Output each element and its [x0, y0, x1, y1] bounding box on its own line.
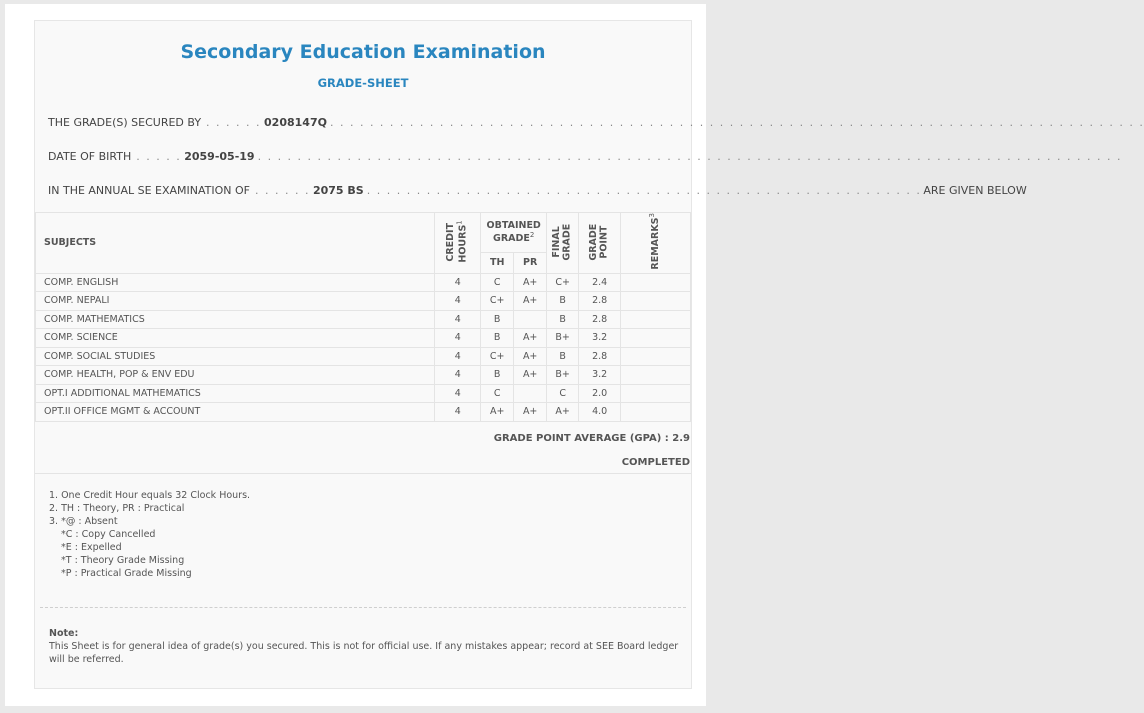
grade-point-cell: 2.8 [579, 292, 621, 311]
remarks-cell [621, 347, 691, 366]
subject-cell: OPT.I ADDITIONAL MATHEMATICS [36, 384, 435, 403]
grade-point-cell: 2.0 [579, 384, 621, 403]
credit-cell: 4 [435, 292, 481, 311]
pr-grade-cell: A+ [514, 329, 547, 348]
pr-header: PR [514, 252, 547, 273]
note-heading: Note: [49, 628, 79, 639]
final-grade-cell: C [547, 384, 579, 403]
remarks-cell [621, 329, 691, 348]
obtained-grade-header: OBTAINED GRADE$^2$ [481, 213, 547, 253]
remarks-cell [621, 292, 691, 311]
page-container [5, 4, 1144, 706]
page-title: Secondary Education Examination [180, 41, 546, 63]
th-grade-cell: B [481, 329, 514, 348]
dot-leader: . . . . . . [201, 116, 262, 129]
th-grade-cell: C+ [481, 292, 514, 311]
subject-cell: COMP. MATHEMATICS [36, 310, 435, 329]
th-header: TH [481, 252, 514, 273]
grade-point-cell: 2.8 [579, 347, 621, 366]
footnote-item: 3. *@ : Absent [49, 516, 118, 527]
remarks-cell [621, 366, 691, 385]
th-grade-cell: C+ [481, 347, 514, 366]
grade-point-cell: 3.2 [579, 366, 621, 385]
table-row [36, 329, 691, 348]
final-grade-cell: C+ [547, 273, 579, 292]
subject-cell: COMP. ENGLISH [36, 273, 435, 292]
credit-cell: 4 [435, 310, 481, 329]
credit-cell: 4 [435, 273, 481, 292]
secured-by-line [48, 116, 1144, 129]
divider [35, 473, 691, 474]
subject-cell: OPT.II OFFICE MGMT & ACCOUNT [36, 403, 435, 422]
th-grade-cell: B [481, 310, 514, 329]
credit-cell: 4 [435, 384, 481, 403]
final-grade-cell: B+ [547, 329, 579, 348]
final-grade-cell: A+ [547, 403, 579, 422]
table-row [36, 273, 691, 292]
credit-hours-header: CREDIT HOURS$^1$ [435, 213, 481, 274]
remarks-cell [621, 403, 691, 422]
page-subtitle: GRADE-SHEET [317, 76, 409, 90]
final-grade-header: FINAL GRADE [547, 213, 579, 274]
exam-tail: ARE GIVEN BELOW [923, 184, 1027, 197]
subject-cell: COMP. SOCIAL STUDIES [36, 347, 435, 366]
remarks-cell [621, 384, 691, 403]
table-row [36, 384, 691, 403]
dob-label: DATE OF BIRTH [48, 150, 132, 163]
footnote-subitem: *P : Practical Grade Missing [61, 568, 192, 579]
pr-grade-cell: A+ [514, 292, 547, 311]
gpa-summary: GRADE POINT AVERAGE (GPA) : 2.9 [493, 433, 690, 444]
table-row [36, 310, 691, 329]
subject-cell: COMP. NEPALI [36, 292, 435, 311]
subject-cell: COMP. HEALTH, POP & ENV EDU [36, 366, 435, 385]
final-grade-cell: B [547, 310, 579, 329]
pr-grade-cell [514, 384, 547, 403]
credit-cell: 4 [435, 366, 481, 385]
table-row [36, 347, 691, 366]
pr-grade-cell: A+ [514, 366, 547, 385]
credit-cell: 4 [435, 347, 481, 366]
grade-sheet [34, 20, 1144, 689]
remarks-cell [621, 310, 691, 329]
credit-cell: 4 [435, 329, 481, 348]
footnotes [49, 489, 250, 580]
dob-value: 2059-05-19 [184, 150, 255, 163]
grade-point-cell: 2.8 [579, 310, 621, 329]
table-row [36, 366, 691, 385]
grade-point-cell: 4.0 [579, 403, 621, 422]
th-grade-cell: A+ [481, 403, 514, 422]
footnote-subitem: *T : Theory Grade Missing [61, 555, 185, 566]
table-row [36, 292, 691, 311]
remarks-header: REMARKS$^3$ [621, 213, 691, 274]
table-row [36, 403, 691, 422]
final-grade-cell: B [547, 347, 579, 366]
dashed-divider [40, 607, 686, 608]
dot-leader: . . . . . . . . . . . . . . . . . . . . . . . . . . . . . . . . . . . . . . . . . . . . . . . . . . . . . . . . [366, 184, 922, 197]
note-body: This Sheet is for general idea of grade(s) you secured. This is not for official use. If any mistakes appear; record at SEE Board ledger will be referred. [49, 641, 679, 665]
pr-grade-cell: A+ [514, 403, 547, 422]
grade-point-cell: 2.4 [579, 273, 621, 292]
dob-line [48, 150, 1122, 163]
symbol-number: 0208147Q [264, 116, 327, 129]
subjects-header: SUBJECTS [36, 213, 435, 274]
footnote-item: 1. One Credit Hour equals 32 Clock Hours. [49, 490, 251, 501]
grade-point-cell: 3.2 [579, 329, 621, 348]
exam-year: 2075 BS [312, 184, 364, 197]
footnote-subitem: *C : Copy Cancelled [61, 529, 156, 540]
dot-leader: . . . . . . . . . . . . . . . . . . . . . . . . . . . . . . . . . . . . . . . . . . . . . . . . . . . . . . . . . . . . . . . . . . . . . . . . . . . . . . . . . . . . . . . [257, 150, 1122, 163]
pr-grade-cell: A+ [514, 347, 547, 366]
footnote-subitem: *E : Expelled [61, 542, 122, 553]
secured-by-label: THE GRADE(S) SECURED BY [48, 116, 202, 129]
th-grade-cell: C [481, 384, 514, 403]
grade-point-header: GRADE POINT [579, 213, 621, 274]
footnote-item: 2. TH : Theory, PR : Practical [49, 503, 185, 514]
dot-leader: . . . . . . . . . . . . . . . . . . . . . . . . . . . . . . . . . . . . . . . . . . . . . . . . . . . . . . . . . . . . . . . . . . . . . . . . . . . . . . . . . . [329, 116, 1144, 129]
remarks-cell [621, 273, 691, 292]
credit-cell: 4 [435, 403, 481, 422]
exam-label: IN THE ANNUAL SE EXAMINATION OF [48, 184, 250, 197]
dot-leader: . . . . . [131, 150, 182, 163]
th-grade-cell: C [481, 273, 514, 292]
th-grade-cell: B [481, 366, 514, 385]
subject-cell: COMP. SCIENCE [36, 329, 435, 348]
final-grade-cell: B [547, 292, 579, 311]
grades-table [35, 212, 691, 422]
pr-grade-cell: A+ [514, 273, 547, 292]
status-completed: COMPLETED [621, 457, 690, 468]
final-grade-cell: B+ [547, 366, 579, 385]
dot-leader: . . . . . . [250, 184, 310, 197]
exam-line [48, 184, 1027, 197]
pr-grade-cell [514, 310, 547, 329]
